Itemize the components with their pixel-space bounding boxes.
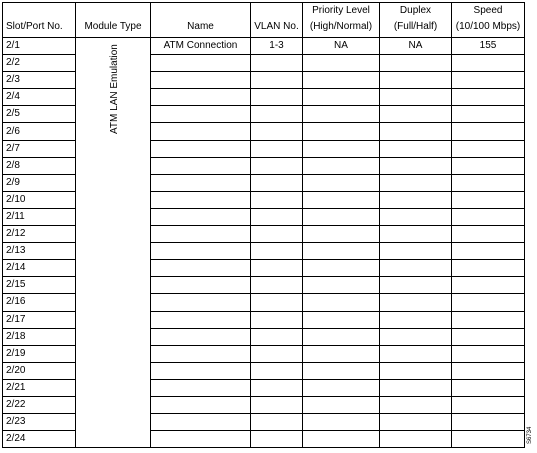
cell-duplex bbox=[380, 328, 452, 345]
cell-priority bbox=[303, 89, 380, 106]
figure-number: S6734 bbox=[527, 426, 533, 444]
cell-name bbox=[151, 328, 251, 345]
cell-name bbox=[151, 396, 251, 413]
cell-duplex bbox=[380, 191, 452, 208]
cell-name bbox=[151, 106, 251, 123]
cell-name: ATM Connection bbox=[151, 38, 251, 55]
header-speed bbox=[452, 3, 525, 38]
cell-duplex bbox=[380, 157, 452, 174]
cell-duplex bbox=[380, 396, 452, 413]
cell-vlan bbox=[251, 379, 303, 396]
cell-duplex bbox=[380, 414, 452, 431]
cell-vlan bbox=[251, 414, 303, 431]
table-body bbox=[3, 38, 525, 448]
cell-slot-port: 2/3 bbox=[3, 72, 76, 89]
header-module-type: Module Type bbox=[76, 3, 151, 38]
cell-speed bbox=[452, 362, 525, 379]
cell-speed bbox=[452, 55, 525, 72]
cell-vlan bbox=[251, 345, 303, 362]
cell-duplex: NA bbox=[380, 38, 452, 55]
header-row bbox=[3, 3, 525, 38]
cell-vlan bbox=[251, 106, 303, 123]
cell-priority bbox=[303, 277, 380, 294]
table-row bbox=[3, 38, 525, 55]
cell-slot-port: 2/1 bbox=[3, 38, 76, 55]
cell-priority bbox=[303, 226, 380, 243]
cell-speed bbox=[452, 243, 525, 260]
cell-vlan bbox=[251, 243, 303, 260]
module-type-label: ATM LAN Emulation bbox=[109, 44, 120, 134]
cell-slot-port: 2/20 bbox=[3, 362, 76, 379]
header-name: Name bbox=[151, 3, 251, 38]
cell-duplex bbox=[380, 72, 452, 89]
cell-duplex bbox=[380, 89, 452, 106]
cell-priority bbox=[303, 55, 380, 72]
cell-speed bbox=[452, 345, 525, 362]
cell-priority bbox=[303, 157, 380, 174]
cell-speed bbox=[452, 431, 525, 448]
cell-vlan bbox=[251, 191, 303, 208]
cell-slot-port: 2/5 bbox=[3, 106, 76, 123]
cell-slot-port: 2/19 bbox=[3, 345, 76, 362]
cell-duplex bbox=[380, 226, 452, 243]
cell-name bbox=[151, 140, 251, 157]
cell-speed bbox=[452, 106, 525, 123]
cell-speed bbox=[452, 157, 525, 174]
cell-duplex bbox=[380, 345, 452, 362]
header-priority-line1: Priority Level bbox=[312, 5, 370, 16]
cell-priority bbox=[303, 174, 380, 191]
cell-slot-port: 2/4 bbox=[3, 89, 76, 106]
cell-name bbox=[151, 72, 251, 89]
cell-duplex bbox=[380, 260, 452, 277]
cell-vlan bbox=[251, 226, 303, 243]
cell-vlan bbox=[251, 89, 303, 106]
cell-speed bbox=[452, 414, 525, 431]
cell-slot-port: 2/16 bbox=[3, 294, 76, 311]
header-slot-port: Slot/Port No. bbox=[3, 3, 76, 38]
cell-speed: 155 bbox=[452, 38, 525, 55]
cell-vlan bbox=[251, 396, 303, 413]
cell-name bbox=[151, 431, 251, 448]
cell-duplex bbox=[380, 55, 452, 72]
cell-priority bbox=[303, 106, 380, 123]
cell-speed bbox=[452, 396, 525, 413]
cell-speed bbox=[452, 208, 525, 225]
cell-priority bbox=[303, 328, 380, 345]
cell-priority bbox=[303, 414, 380, 431]
cell-speed bbox=[452, 72, 525, 89]
cell-slot-port: 2/18 bbox=[3, 328, 76, 345]
cell-name bbox=[151, 362, 251, 379]
cell-duplex bbox=[380, 362, 452, 379]
cell-speed bbox=[452, 379, 525, 396]
cell-module-type bbox=[76, 38, 151, 448]
cell-priority bbox=[303, 140, 380, 157]
cell-vlan bbox=[251, 55, 303, 72]
port-configuration-table bbox=[2, 2, 525, 448]
cell-vlan bbox=[251, 72, 303, 89]
cell-slot-port: 2/14 bbox=[3, 260, 76, 277]
cell-duplex bbox=[380, 431, 452, 448]
cell-duplex bbox=[380, 277, 452, 294]
header-speed-line2: (10/100 Mbps) bbox=[455, 21, 521, 32]
cell-name bbox=[151, 294, 251, 311]
cell-slot-port: 2/24 bbox=[3, 431, 76, 448]
cell-speed bbox=[452, 174, 525, 191]
cell-name bbox=[151, 208, 251, 225]
cell-duplex bbox=[380, 243, 452, 260]
cell-priority bbox=[303, 311, 380, 328]
cell-speed bbox=[452, 89, 525, 106]
cell-speed bbox=[452, 311, 525, 328]
cell-slot-port: 2/10 bbox=[3, 191, 76, 208]
cell-vlan bbox=[251, 123, 303, 140]
cell-slot-port: 2/15 bbox=[3, 277, 76, 294]
cell-speed bbox=[452, 191, 525, 208]
cell-speed bbox=[452, 328, 525, 345]
cell-slot-port: 2/23 bbox=[3, 414, 76, 431]
cell-vlan bbox=[251, 174, 303, 191]
header-priority bbox=[303, 3, 380, 38]
cell-vlan bbox=[251, 311, 303, 328]
cell-name bbox=[151, 345, 251, 362]
cell-speed bbox=[452, 140, 525, 157]
cell-name bbox=[151, 191, 251, 208]
cell-slot-port: 2/22 bbox=[3, 396, 76, 413]
cell-vlan bbox=[251, 294, 303, 311]
cell-priority bbox=[303, 123, 380, 140]
cell-speed bbox=[452, 123, 525, 140]
cell-vlan bbox=[251, 157, 303, 174]
cell-name bbox=[151, 277, 251, 294]
cell-slot-port: 2/2 bbox=[3, 55, 76, 72]
cell-duplex bbox=[380, 294, 452, 311]
cell-priority bbox=[303, 345, 380, 362]
header-duplex-line1: Duplex bbox=[399, 5, 432, 16]
cell-slot-port: 2/11 bbox=[3, 208, 76, 225]
cell-duplex bbox=[380, 379, 452, 396]
cell-duplex bbox=[380, 208, 452, 225]
cell-name bbox=[151, 123, 251, 140]
cell-slot-port: 2/17 bbox=[3, 311, 76, 328]
cell-slot-port: 2/8 bbox=[3, 157, 76, 174]
cell-duplex bbox=[380, 123, 452, 140]
header-duplex-line2: (Full/Half) bbox=[393, 21, 438, 32]
cell-vlan bbox=[251, 431, 303, 448]
cell-speed bbox=[452, 226, 525, 243]
cell-duplex bbox=[380, 140, 452, 157]
cell-priority bbox=[303, 243, 380, 260]
cell-vlan bbox=[251, 260, 303, 277]
header-priority-line2: (High/Normal) bbox=[309, 21, 373, 32]
header-duplex bbox=[380, 3, 452, 38]
cell-vlan bbox=[251, 140, 303, 157]
header-speed-line1: Speed bbox=[473, 5, 503, 16]
cell-slot-port: 2/12 bbox=[3, 226, 76, 243]
cell-speed bbox=[452, 277, 525, 294]
cell-slot-port: 2/6 bbox=[3, 123, 76, 140]
cell-slot-port: 2/7 bbox=[3, 140, 76, 157]
cell-priority bbox=[303, 379, 380, 396]
cell-slot-port: 2/13 bbox=[3, 243, 76, 260]
cell-priority bbox=[303, 431, 380, 448]
cell-priority bbox=[303, 362, 380, 379]
cell-name bbox=[151, 379, 251, 396]
cell-name bbox=[151, 311, 251, 328]
cell-name bbox=[151, 174, 251, 191]
cell-name bbox=[151, 157, 251, 174]
cell-vlan bbox=[251, 208, 303, 225]
cell-duplex bbox=[380, 106, 452, 123]
cell-name bbox=[151, 55, 251, 72]
cell-speed bbox=[452, 260, 525, 277]
cell-vlan: 1-3 bbox=[251, 38, 303, 55]
cell-slot-port: 2/9 bbox=[3, 174, 76, 191]
cell-priority bbox=[303, 191, 380, 208]
cell-duplex bbox=[380, 174, 452, 191]
cell-vlan bbox=[251, 362, 303, 379]
cell-priority bbox=[303, 294, 380, 311]
cell-duplex bbox=[380, 311, 452, 328]
header-vlan: VLAN No. bbox=[251, 3, 303, 38]
cell-name bbox=[151, 89, 251, 106]
cell-name bbox=[151, 226, 251, 243]
cell-name bbox=[151, 414, 251, 431]
cell-priority bbox=[303, 208, 380, 225]
cell-speed bbox=[452, 294, 525, 311]
cell-name bbox=[151, 243, 251, 260]
cell-priority: NA bbox=[303, 38, 380, 55]
cell-vlan bbox=[251, 328, 303, 345]
cell-priority bbox=[303, 72, 380, 89]
cell-priority bbox=[303, 396, 380, 413]
cell-slot-port: 2/21 bbox=[3, 379, 76, 396]
cell-vlan bbox=[251, 277, 303, 294]
cell-priority bbox=[303, 260, 380, 277]
cell-name bbox=[151, 260, 251, 277]
